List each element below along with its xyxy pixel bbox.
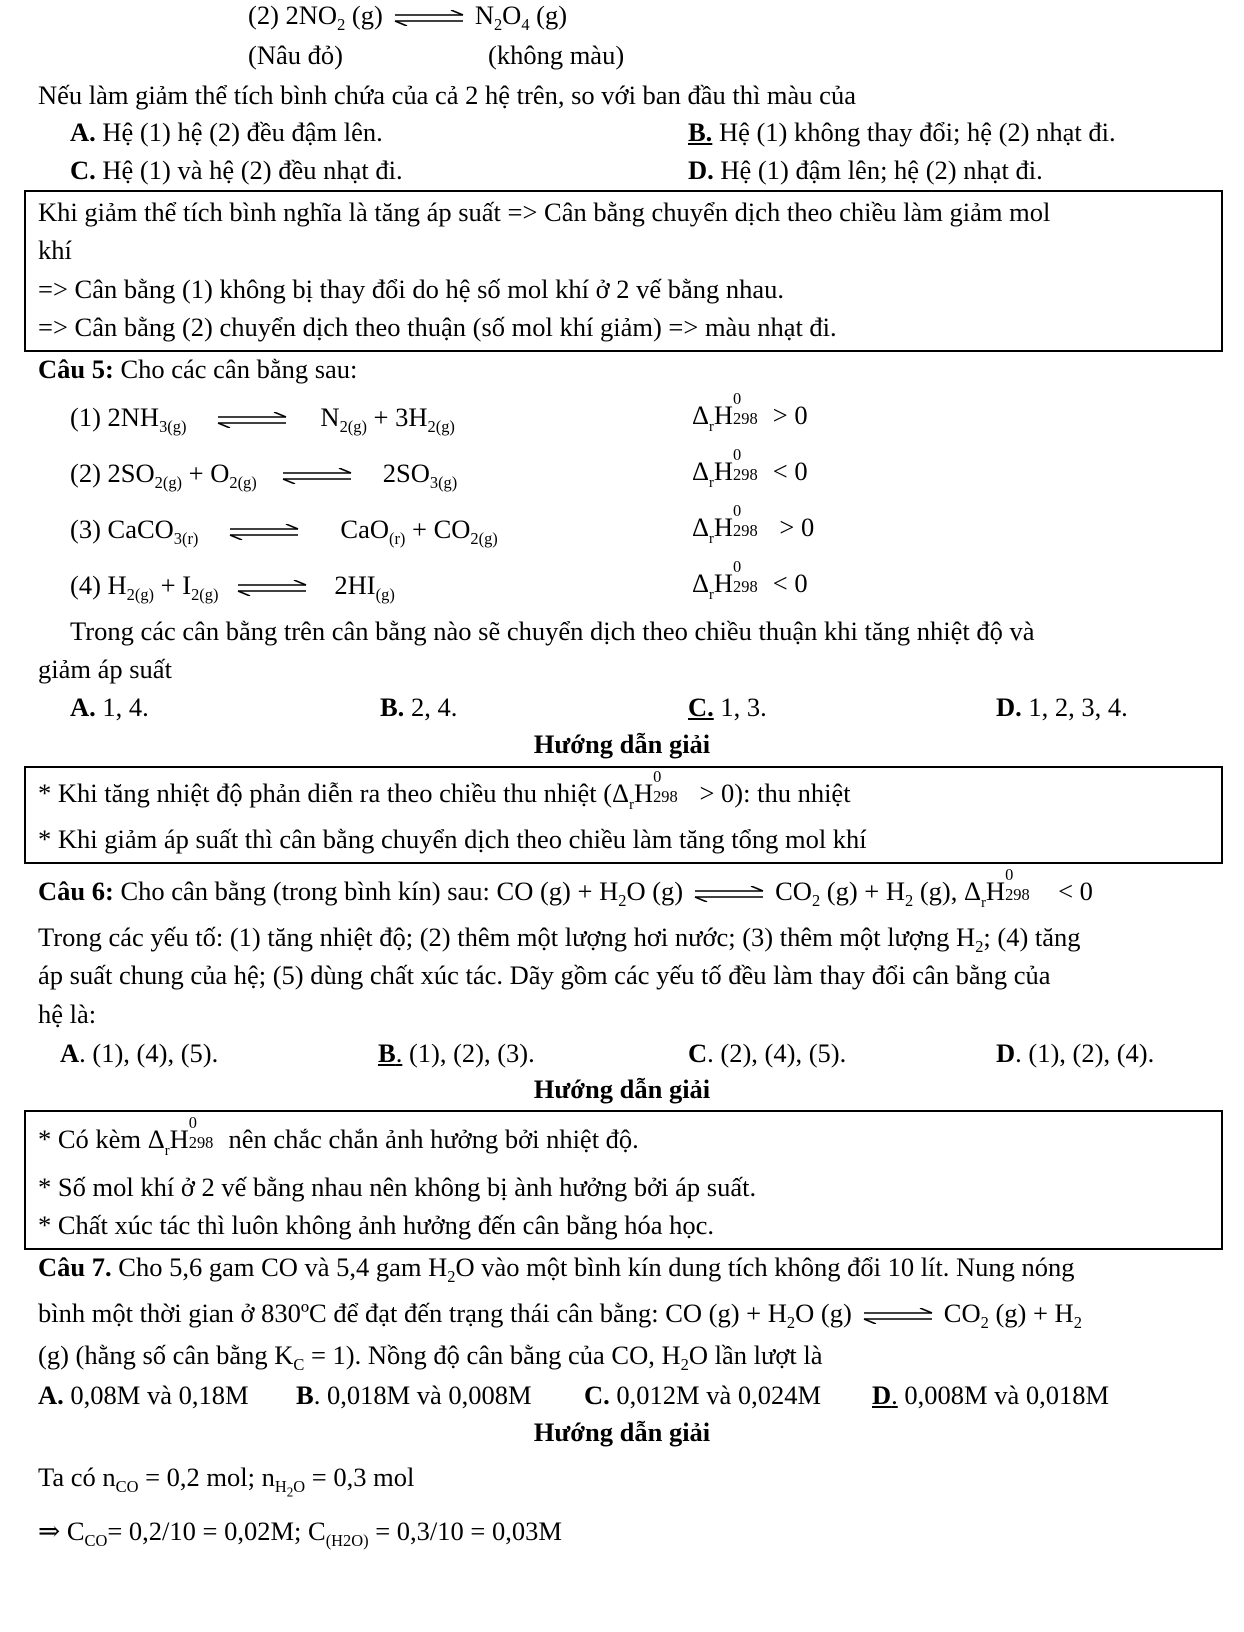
q5-enthalpy-3: $\Delta_rH$ 0 298 > 0 [692,501,815,547]
equilibrium-arrow-icon [862,1308,934,1324]
box3-line1: * Có kèm $\Delta_rH$ 0 298 nên chắc chắn ảnh hưởng bởi nhiệt độ. [38,1113,639,1159]
equilibrium-arrow-icon [228,524,300,540]
q7-solution-line2: ⇒ $C_{CO}= 0,2/10 = 0,02M$; $C_{(H2O)} = 0,3/10 = 0,03M$ [38,1516,562,1550]
q5-option-c: C. 1, 3. [688,692,767,722]
equation-2-no2: (2) $2NO_2$ (g) $N_2O_4$ (g) [248,0,568,34]
q7-solution-line1: Ta có $n_{CO} = 0,2$ mol; $n_{H_2O} = 0,3$ mol [38,1462,415,1500]
label-nau-do: (Nâu đỏ) [248,40,343,70]
q5-guide-heading: Hướng dẫn giải [533,729,711,759]
q5-option-d: D. 1, 2, 3, 4. [996,692,1128,722]
box1-line4: => Cân bằng (2) chuyển dịch theo thuận (số mol khí giảm) => màu nhạt đi. [38,312,837,342]
q5-reaction-1: (1) $2NH_{3(g)}$ $N_{2(g)} + 3H_{2(g)}$ [70,402,455,436]
q7-line3: (g) (hằng số cân bằng $K_C = 1$). Nồng độ cân bằng của CO, $H_2O$ lần lượt là [38,1340,823,1374]
q4-option-b: B. Hệ (1) không thay đổi; hệ (2) nhạt đi. [688,117,1116,147]
q4-option-d: D. Hệ (1) đậm lên; hệ (2) nhạt đi. [688,155,1043,185]
q7-option-b: B. 0,018M và 0,008M [296,1380,532,1410]
q5-reaction-3: (3) CaCO$_{3(r)}$ $CaO_{(r)} + CO_{2(g)}$ [70,514,498,548]
question-6: Câu 6: Cho cân bằng (trong bình kín) sau: CO $(g) + H_2O$ (g) $CO_2$ $(g) + H_2$ (g), $\Delta_rH$ 0 298 < 0 [38,865,1093,911]
box1-line1: Khi giảm thể tích bình nghĩa là tăng áp suất => Cân bằng chuyển dịch theo chiều làm giảm mol [38,197,1051,227]
q5-stem-line2: giảm áp suất [38,654,172,684]
q6-guide-heading: Hướng dẫn giải [533,1074,711,1104]
q6-option-b: B. (1), (2), (3). [378,1038,535,1068]
q6-line4: hệ là: [38,999,97,1029]
label-khong-mau: (không màu) [488,40,625,70]
q7-line2: bình một thời gian ở 830ºC để đạt đến trạng thái cân bằng: CO $(g) + H_2O$ (g) $CO_2$ $(g) + H_2$ [38,1298,1082,1332]
q5-option-a: A. 1, 4. [70,692,149,722]
q5-stem-line1: Trong các cân bằng trên cân bằng nào sẽ chuyển dịch theo chiều thuận khi tăng nhiệt độ và [70,616,1035,646]
q6-option-c: C. (2), (4), (5). [688,1038,847,1068]
q7-option-d: D. 0,008M và 0,018M [872,1380,1110,1410]
question-5: Câu 5: Cho các cân bằng sau: [38,354,358,384]
box2-line1: * Khi tăng nhiệt độ phản diễn ra theo chiều thu nhiệt ($\Delta_rH$ 0 298 > 0): thu nhiệt [38,767,851,813]
q5-option-b: B. 2, 4. [380,692,458,722]
q7-guide-heading: Hướng dẫn giải [533,1417,711,1447]
equilibrium-arrow-icon [393,10,465,26]
q4-option-c: C. Hệ (1) và hệ (2) đều nhạt đi. [70,155,403,185]
q5-enthalpy-1: $\Delta_rH$ 0 298 > 0 [692,389,808,435]
box1-line3: => Cân bằng (1) không bị thay đổi do hệ số mol khí ở 2 vế bằng nhau. [38,274,785,304]
q7-option-c: C. 0,012M và 0,024M [584,1380,822,1410]
equilibrium-arrow-icon [236,580,308,596]
equilibrium-arrow-icon [281,468,353,484]
q6-line3: áp suất chung của hệ; (5) dùng chất xúc tác. Dãy gồm các yếu tố đều làm thay đổi cân bằng của [38,960,1051,990]
q6-option-d: D. (1), (2), (4). [996,1038,1155,1068]
box1-line2: khí [38,235,72,265]
q5-reaction-2: (2) $2SO_{2(g)} + O_{2(g)}$ $2SO_{3(g)}$ [70,458,458,492]
box3-line3: * Chất xúc tác thì luôn không ảnh hưởng đến cân bằng hóa học. [38,1210,714,1240]
q6-line2: Trong các yếu tố: (1) tăng nhiệt độ; (2) thêm một lượng hơi nước; (3) thêm một lượng $H_2$; (4) tăng [38,922,1081,956]
q7-option-a: A. 0,08M và 0,18M [38,1380,249,1410]
q5-enthalpy-2: $\Delta_rH$ 0 298 < 0 [692,445,808,491]
question-7: Câu 7. Cho 5,6 gam CO và 5,4 gam $H_2O$ vào một bình kín dung tích không đổi 10 lít. Nung nóng [38,1252,1075,1286]
q4-option-a: A. Hệ (1) hệ (2) đều đậm lên. [70,117,383,147]
q5-reaction-4: (4) $H_{2(g)} + I_{2(g)}$ $2HI_{(g)}$ [70,570,395,604]
q6-option-a: A. (1), (4), (5). [60,1038,219,1068]
box2-line2: * Khi giảm áp suất thì cân bằng chuyển dịch theo chiều làm tăng tổng mol khí [38,824,867,854]
question-4-tail: Nếu làm giảm thể tích bình chứa của cả 2 hệ trên, so với ban đầu thì màu của [38,80,856,110]
equilibrium-arrow-icon [216,412,288,428]
box3-line2: * Số mol khí ở 2 vế bằng nhau nên không bị ành hưởng bởi áp suất. [38,1172,757,1202]
q5-enthalpy-4: $\Delta_rH$ 0 298 < 0 [692,557,808,603]
equilibrium-arrow-icon [693,886,765,902]
